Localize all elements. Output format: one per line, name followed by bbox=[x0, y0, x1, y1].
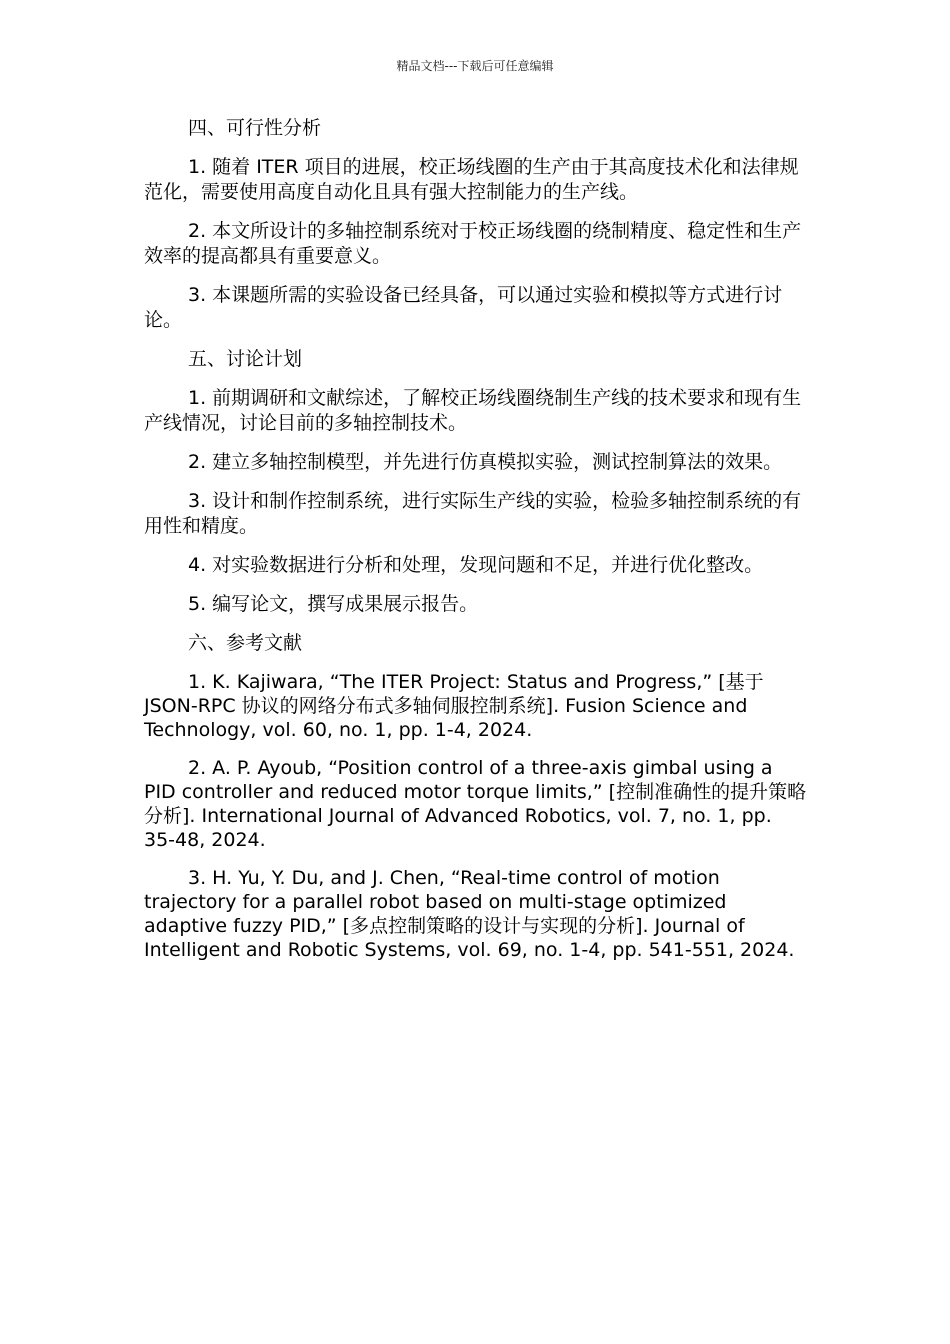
plan-item: 3. 设计和制作控制系统，进行实际生产线的实验，检验多轴控制系统的有用性和精度。 bbox=[144, 490, 802, 537]
plan-item: 4. 对实验数据进行分析和处理，发现问题和不足，并进行优化整改。 bbox=[188, 554, 764, 576]
document-body bbox=[144, 116, 808, 976]
plan-item: 5. 编写论文，撰写成果展示报告。 bbox=[188, 593, 479, 615]
feasibility-item: 3. 本课题所需的实验设备已经具备，可以通过实验和模拟等方式进行讨论。 bbox=[144, 284, 783, 331]
section-heading-references: 六、参考文献 bbox=[188, 632, 303, 654]
reference-item: 1. K. Kajiwara, “The ITER Project: Status and Progress,” [基于 JSON-RPC 协议的网络分布式多轴伺服控制系统]. Fusion Science and Technology, vol. 60, no. 1, pp. 1-4, 2024. bbox=[144, 671, 764, 741]
feasibility-item: 2. 本文所设计的多轴控制系统对于校正场线圈的绕制精度、稳定性和生产效率的提高都具有重要意义。 bbox=[144, 220, 802, 267]
page-header: 精品文档---下载后可任意编辑 bbox=[396, 59, 554, 73]
section-heading-plan: 五、讨论计划 bbox=[188, 348, 303, 370]
feasibility-item: 1. 随着 ITER 项目的进展，校正场线圈的生产由于其高度技术化和法律规范化，需要使用高度自动化且具有强大控制能力的生产线。 bbox=[144, 156, 799, 203]
reference-item: 3. H. Yu, Y. Du, and J. Chen, “Real-time control of motion trajectory for a parallel robot based on multi-stage optimized adaptive fuzzy PID,” [多点控制策略的设计与实现的分析]. Journal of Intelligent and Robotic Systems, vol. 69, no. 1-4, pp. 541-551, 2024. bbox=[144, 867, 795, 961]
section-heading-feasibility: 四、可行性分析 bbox=[188, 117, 322, 139]
reference-item: 2. A. P. Ayoub, “Position control of a three-axis gimbal using a PID controller and reduced motor torque limits,” [控制准确性的提升策略分析]. International Journal of Advanced Robotics, vol. 7, no. 1, pp. 35-48, 2024. bbox=[144, 757, 807, 851]
plan-item: 2. 建立多轴控制模型，并先进行仿真模拟实验，测试控制算法的效果。 bbox=[188, 451, 783, 473]
plan-item: 1. 前期调研和文献综述，了解校正场线圈绕制生产线的技术要求和现有生产线情况，讨论目前的多轴控制技术。 bbox=[144, 387, 802, 434]
